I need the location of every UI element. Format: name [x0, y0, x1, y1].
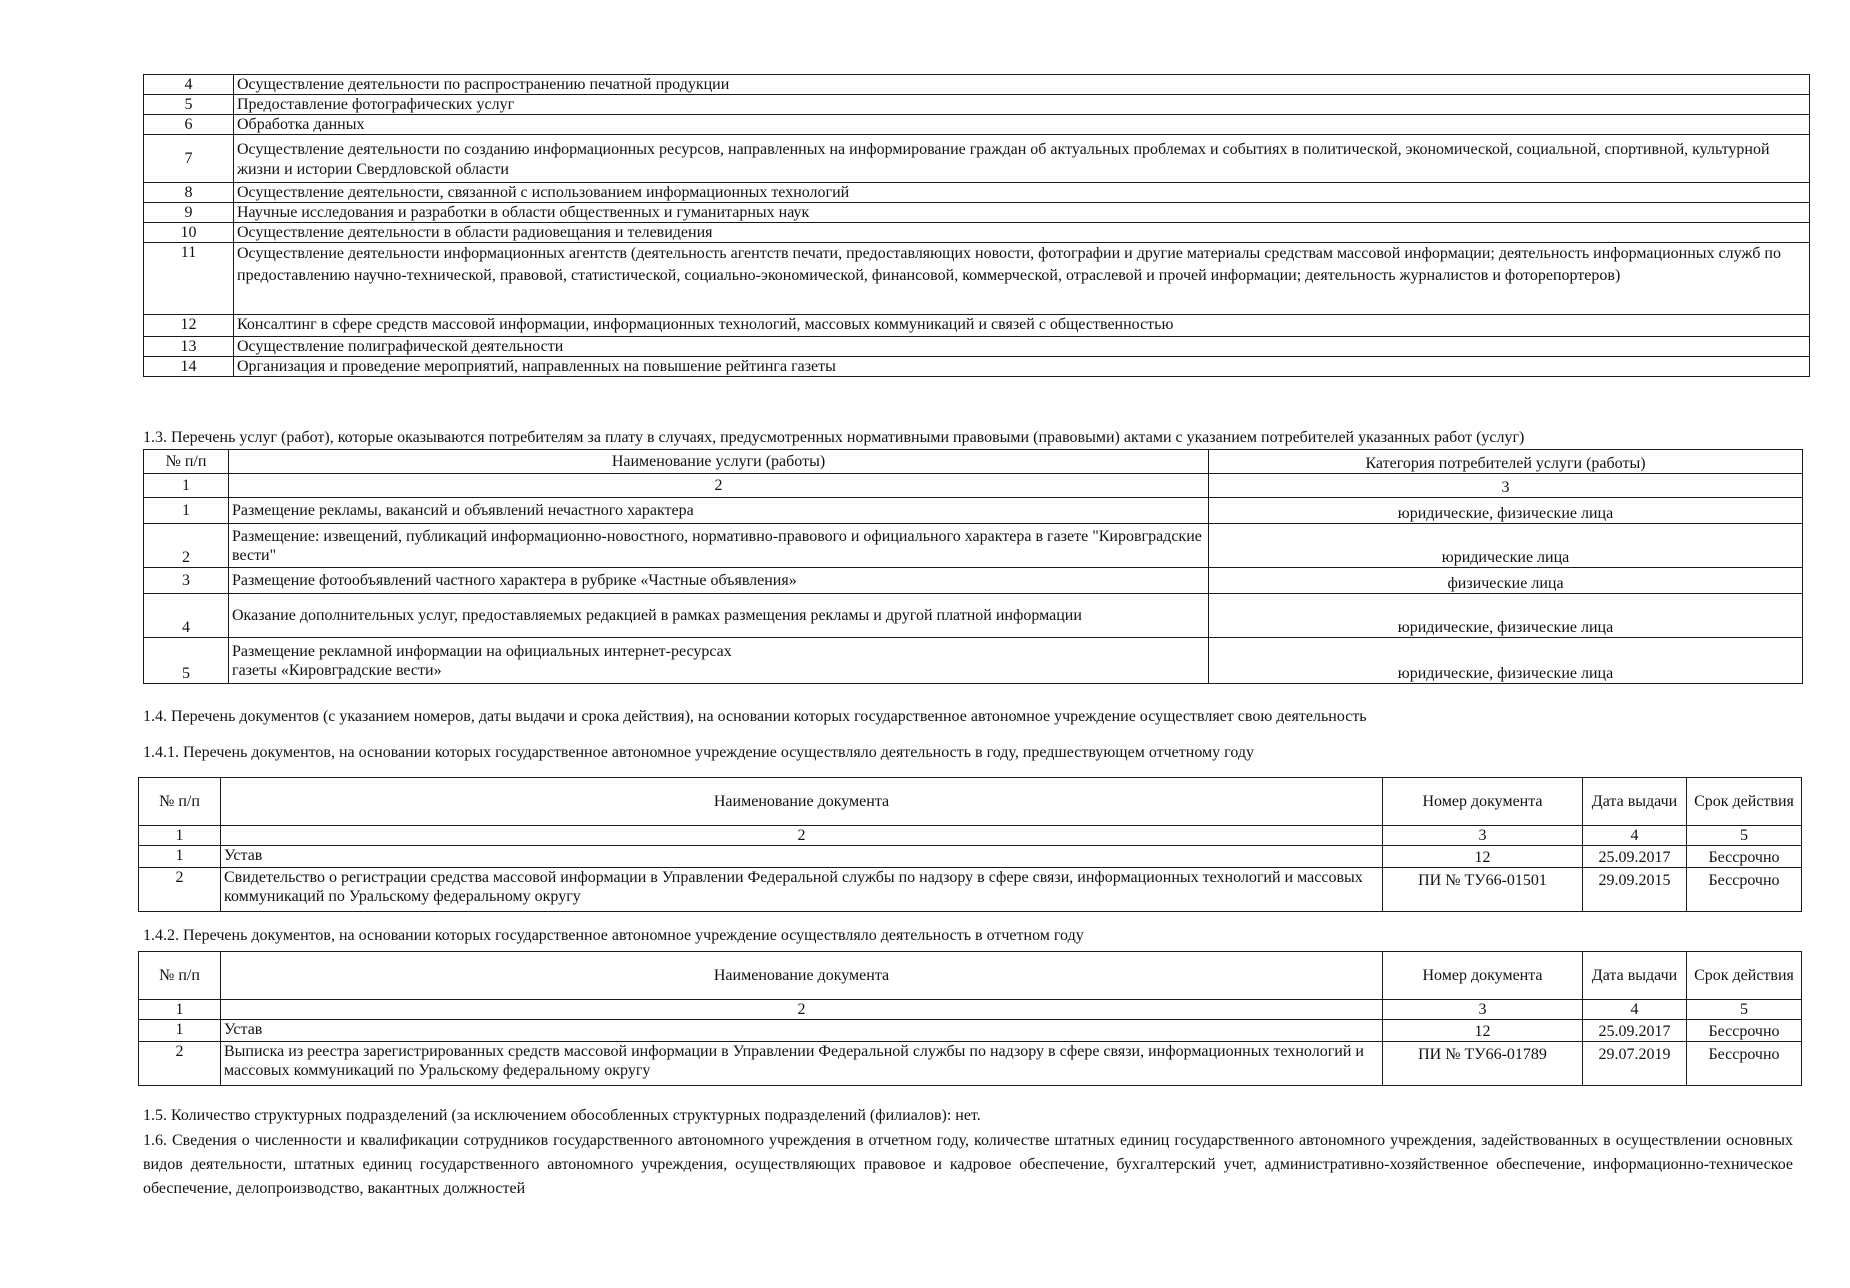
table-row — [144, 75, 1810, 95]
column-number: 4 — [1583, 826, 1687, 846]
row-number: 10 — [144, 223, 234, 243]
header-service-name: Наименование услуги (работы) — [229, 450, 1209, 474]
header-document-number: Номер документа — [1383, 778, 1583, 826]
column-number: 2 — [221, 826, 1383, 846]
section-1-4-heading: 1.4. Перечень документов (с указанием номеров, даты выдачи и срока действия), на основании которых государственное автономное учреждение осуществляет свою деятельность — [143, 708, 1367, 725]
document-name: Устав — [221, 1020, 1383, 1042]
table-row — [144, 203, 1810, 223]
column-number: 2 — [221, 1000, 1383, 1020]
column-number: 1 — [139, 826, 221, 846]
issue-date: 25.09.2017 — [1583, 1020, 1687, 1042]
row-number: 3 — [144, 568, 229, 594]
activity-text: Консалтинг в сфере средств массовой информации, информационных технологий, массовых коммуникаций и связей с общественностью — [234, 315, 1810, 337]
row-number: 2 — [139, 868, 221, 912]
activity-text: Осуществление деятельности в области радиовещания и телевидения — [234, 223, 1810, 243]
row-number: 5 — [144, 638, 229, 684]
column-number: 1 — [139, 1000, 221, 1020]
header-consumer-category: Категория потребителей услуги (работы) — [1209, 450, 1803, 474]
table-row — [144, 594, 1803, 638]
consumer-category: юридические, физические лица — [1209, 638, 1803, 684]
column-numbers-row — [139, 826, 1802, 846]
validity-term: Бессрочно — [1687, 1020, 1802, 1042]
header-issue-date: Дата выдачи — [1583, 952, 1687, 1000]
column-number: 5 — [1687, 826, 1802, 846]
validity-term: Бессрочно — [1687, 1042, 1802, 1086]
service-name-line: Размещение рекламной информации на официальных интернет-ресурсах — [232, 642, 732, 660]
column-numbers-row — [144, 474, 1803, 498]
table-header-row — [139, 952, 1802, 1000]
consumer-category: юридические, физические лица — [1209, 594, 1803, 638]
activity-text: Организация и проведение мероприятий, направленных на повышение рейтинга газеты — [234, 357, 1810, 377]
table-row — [139, 868, 1802, 912]
services-table — [143, 449, 1803, 684]
table-row — [144, 498, 1803, 524]
column-numbers-row — [139, 1000, 1802, 1020]
activity-text: Осуществление полиграфической деятельности — [234, 337, 1810, 357]
header-issue-date: Дата выдачи — [1583, 778, 1687, 826]
header-document-number: Номер документа — [1383, 952, 1583, 1000]
service-name: Оказание дополнительных услуг, предоставляемых редакцией в рамках размещения рекламы и другой платной информации — [229, 594, 1209, 638]
service-name — [229, 638, 1209, 684]
document-name: Свидетельство о регистрации средства массовой информации в Управлении Федеральной службы по надзору в сфере связи, информационных технологий и массовых коммуникаций по Уральскому федеральному округу — [221, 868, 1383, 912]
document-name: Выписка из реестра зарегистрированных средств массовой информации в Управлении Федеральной службы по надзору в сфере связи, информационных технологий и массовых коммуникаций по Уральскому федеральному округу — [221, 1042, 1383, 1086]
table-row — [144, 357, 1810, 377]
validity-term: Бессрочно — [1687, 846, 1802, 868]
activity-text: Предоставление фотографических услуг — [234, 95, 1810, 115]
header-number: № п/п — [139, 778, 221, 826]
table-row — [144, 315, 1810, 337]
column-number: 3 — [1383, 1000, 1583, 1020]
table-row — [144, 337, 1810, 357]
header-validity-term: Срок действия — [1687, 952, 1802, 1000]
document-number: ПИ № ТУ66-01789 — [1383, 1042, 1583, 1086]
table-row — [139, 1042, 1802, 1086]
service-name: Размещение фотообъявлений частного характера в рубрике «Частные объявления» — [229, 568, 1209, 594]
activity-text: Обработка данных — [234, 115, 1810, 135]
table-row — [144, 568, 1803, 594]
document-number: 12 — [1383, 846, 1583, 868]
issue-date: 25.09.2017 — [1583, 846, 1687, 868]
row-number: 8 — [144, 183, 234, 203]
column-number: 5 — [1687, 1000, 1802, 1020]
table-row — [144, 183, 1810, 203]
header-document-name: Наименование документа — [221, 778, 1383, 826]
header-number: № п/п — [139, 952, 221, 1000]
table-row — [144, 95, 1810, 115]
table-row — [144, 115, 1810, 135]
row-number: 11 — [144, 243, 234, 315]
row-number: 1 — [139, 846, 221, 868]
row-number: 12 — [144, 315, 234, 337]
table-row — [144, 223, 1810, 243]
document-number: ПИ № ТУ66-01501 — [1383, 868, 1583, 912]
row-number: 5 — [144, 95, 234, 115]
table-header-row — [144, 450, 1803, 474]
section-1-3-heading: 1.3. Перечень услуг (работ), которые оказываются потребителям за плату в случаях, предусмотренных нормативными правовыми (правовыми) актами с указанием потребителей указанных работ (услуг) — [143, 429, 1525, 446]
section-1-6-text: 1.6. Сведения о численности и квалификации сотрудников государственного автономного учреждения в отчетном году, количестве штатных единиц государственного автономного учреждения, задействованных в осуществлении основных видов деятельности, штатных единиц государственного автономного учреждения, осуществляющих правовое и кадровое обеспечение, бухгалтерский учет, административно-хозяйственное обеспечение, информационно-техническое обеспечение, делопроизводство, вакантных должностей — [143, 1132, 1793, 1197]
table-row — [144, 135, 1810, 183]
activity-text: Осуществление деятельности, связанной с использованием информационных технологий — [234, 183, 1810, 203]
consumer-category: юридические, физические лица — [1209, 498, 1803, 524]
section-1-4-2-heading: 1.4.2. Перечень документов, на основании которых государственное автономное учреждение осуществляло деятельность в отчетном году — [143, 927, 1084, 944]
row-number: 13 — [144, 337, 234, 357]
row-number: 14 — [144, 357, 234, 377]
column-number: 1 — [144, 474, 229, 498]
row-number: 1 — [139, 1020, 221, 1042]
row-number: 7 — [144, 135, 234, 183]
row-number: 2 — [144, 524, 229, 568]
row-number: 2 — [139, 1042, 221, 1086]
consumer-category: физические лица — [1209, 568, 1803, 594]
activity-text: Осуществление деятельности информационных агентств (деятельность агентств печати, предоставляющих новости, фотографии и другие материалы средствам массовой информации; деятельность информационных служб по предоставлению научно-технической, правовой, статистической, социально-экономической, финансовой, коммерческой, отраслевой и прочей информации; деятельность журналистов и фоторепортеров) — [234, 243, 1810, 315]
table-row — [144, 524, 1803, 568]
document-number: 12 — [1383, 1020, 1583, 1042]
table-row — [139, 846, 1802, 868]
section-1-4-1-heading: 1.4.1. Перечень документов, на основании которых государственное автономное учреждение осуществляло деятельность в году, предшествующем отчетному году — [143, 744, 1254, 761]
column-number: 4 — [1583, 1000, 1687, 1020]
table-row — [139, 1020, 1802, 1042]
row-number: 9 — [144, 203, 234, 223]
activity-text: Осуществление деятельности по распространению печатной продукции — [234, 75, 1810, 95]
header-number: № п/п — [144, 450, 229, 474]
issue-date: 29.09.2015 — [1583, 868, 1687, 912]
table-row — [144, 243, 1810, 315]
row-number: 4 — [144, 594, 229, 638]
header-validity-term: Срок действия — [1687, 778, 1802, 826]
service-name: Размещение рекламы, вакансий и объявлений нечастного характера — [229, 498, 1209, 524]
service-name-line: газеты «Кировградские вести» — [232, 661, 442, 679]
activities-table — [143, 74, 1810, 377]
column-number: 2 — [229, 474, 1209, 498]
service-name: Размещение: извещений, публикаций информационно-новостного, нормативно-правового и официального характера в газете "Кировградские вести" — [229, 524, 1209, 568]
activity-text: Осуществление деятельности по созданию информационных ресурсов, направленных на информирование граждан об актуальных проблемах и событиях в политической, экономической, социальной, спортивной, культурной жизни и истории Свердловской области — [234, 135, 1810, 183]
documents-previous-year-table — [138, 777, 1802, 912]
table-header-row — [139, 778, 1802, 826]
row-number: 1 — [144, 498, 229, 524]
documents-report-year-table — [138, 951, 1802, 1086]
header-document-name: Наименование документа — [221, 952, 1383, 1000]
consumer-category: юридические лица — [1209, 524, 1803, 568]
table-row — [144, 638, 1803, 684]
column-number: 3 — [1209, 474, 1803, 498]
column-number: 3 — [1383, 826, 1583, 846]
row-number: 4 — [144, 75, 234, 95]
validity-term: Бессрочно — [1687, 868, 1802, 912]
issue-date: 29.07.2019 — [1583, 1042, 1687, 1086]
activity-text: Научные исследования и разработки в области общественных и гуманитарных наук — [234, 203, 1810, 223]
row-number: 6 — [144, 115, 234, 135]
document-name: Устав — [221, 846, 1383, 868]
section-1-5-text: 1.5. Количество структурных подразделений (за исключением обособленных структурных подразделений (филиалов): нет. — [143, 1107, 981, 1124]
